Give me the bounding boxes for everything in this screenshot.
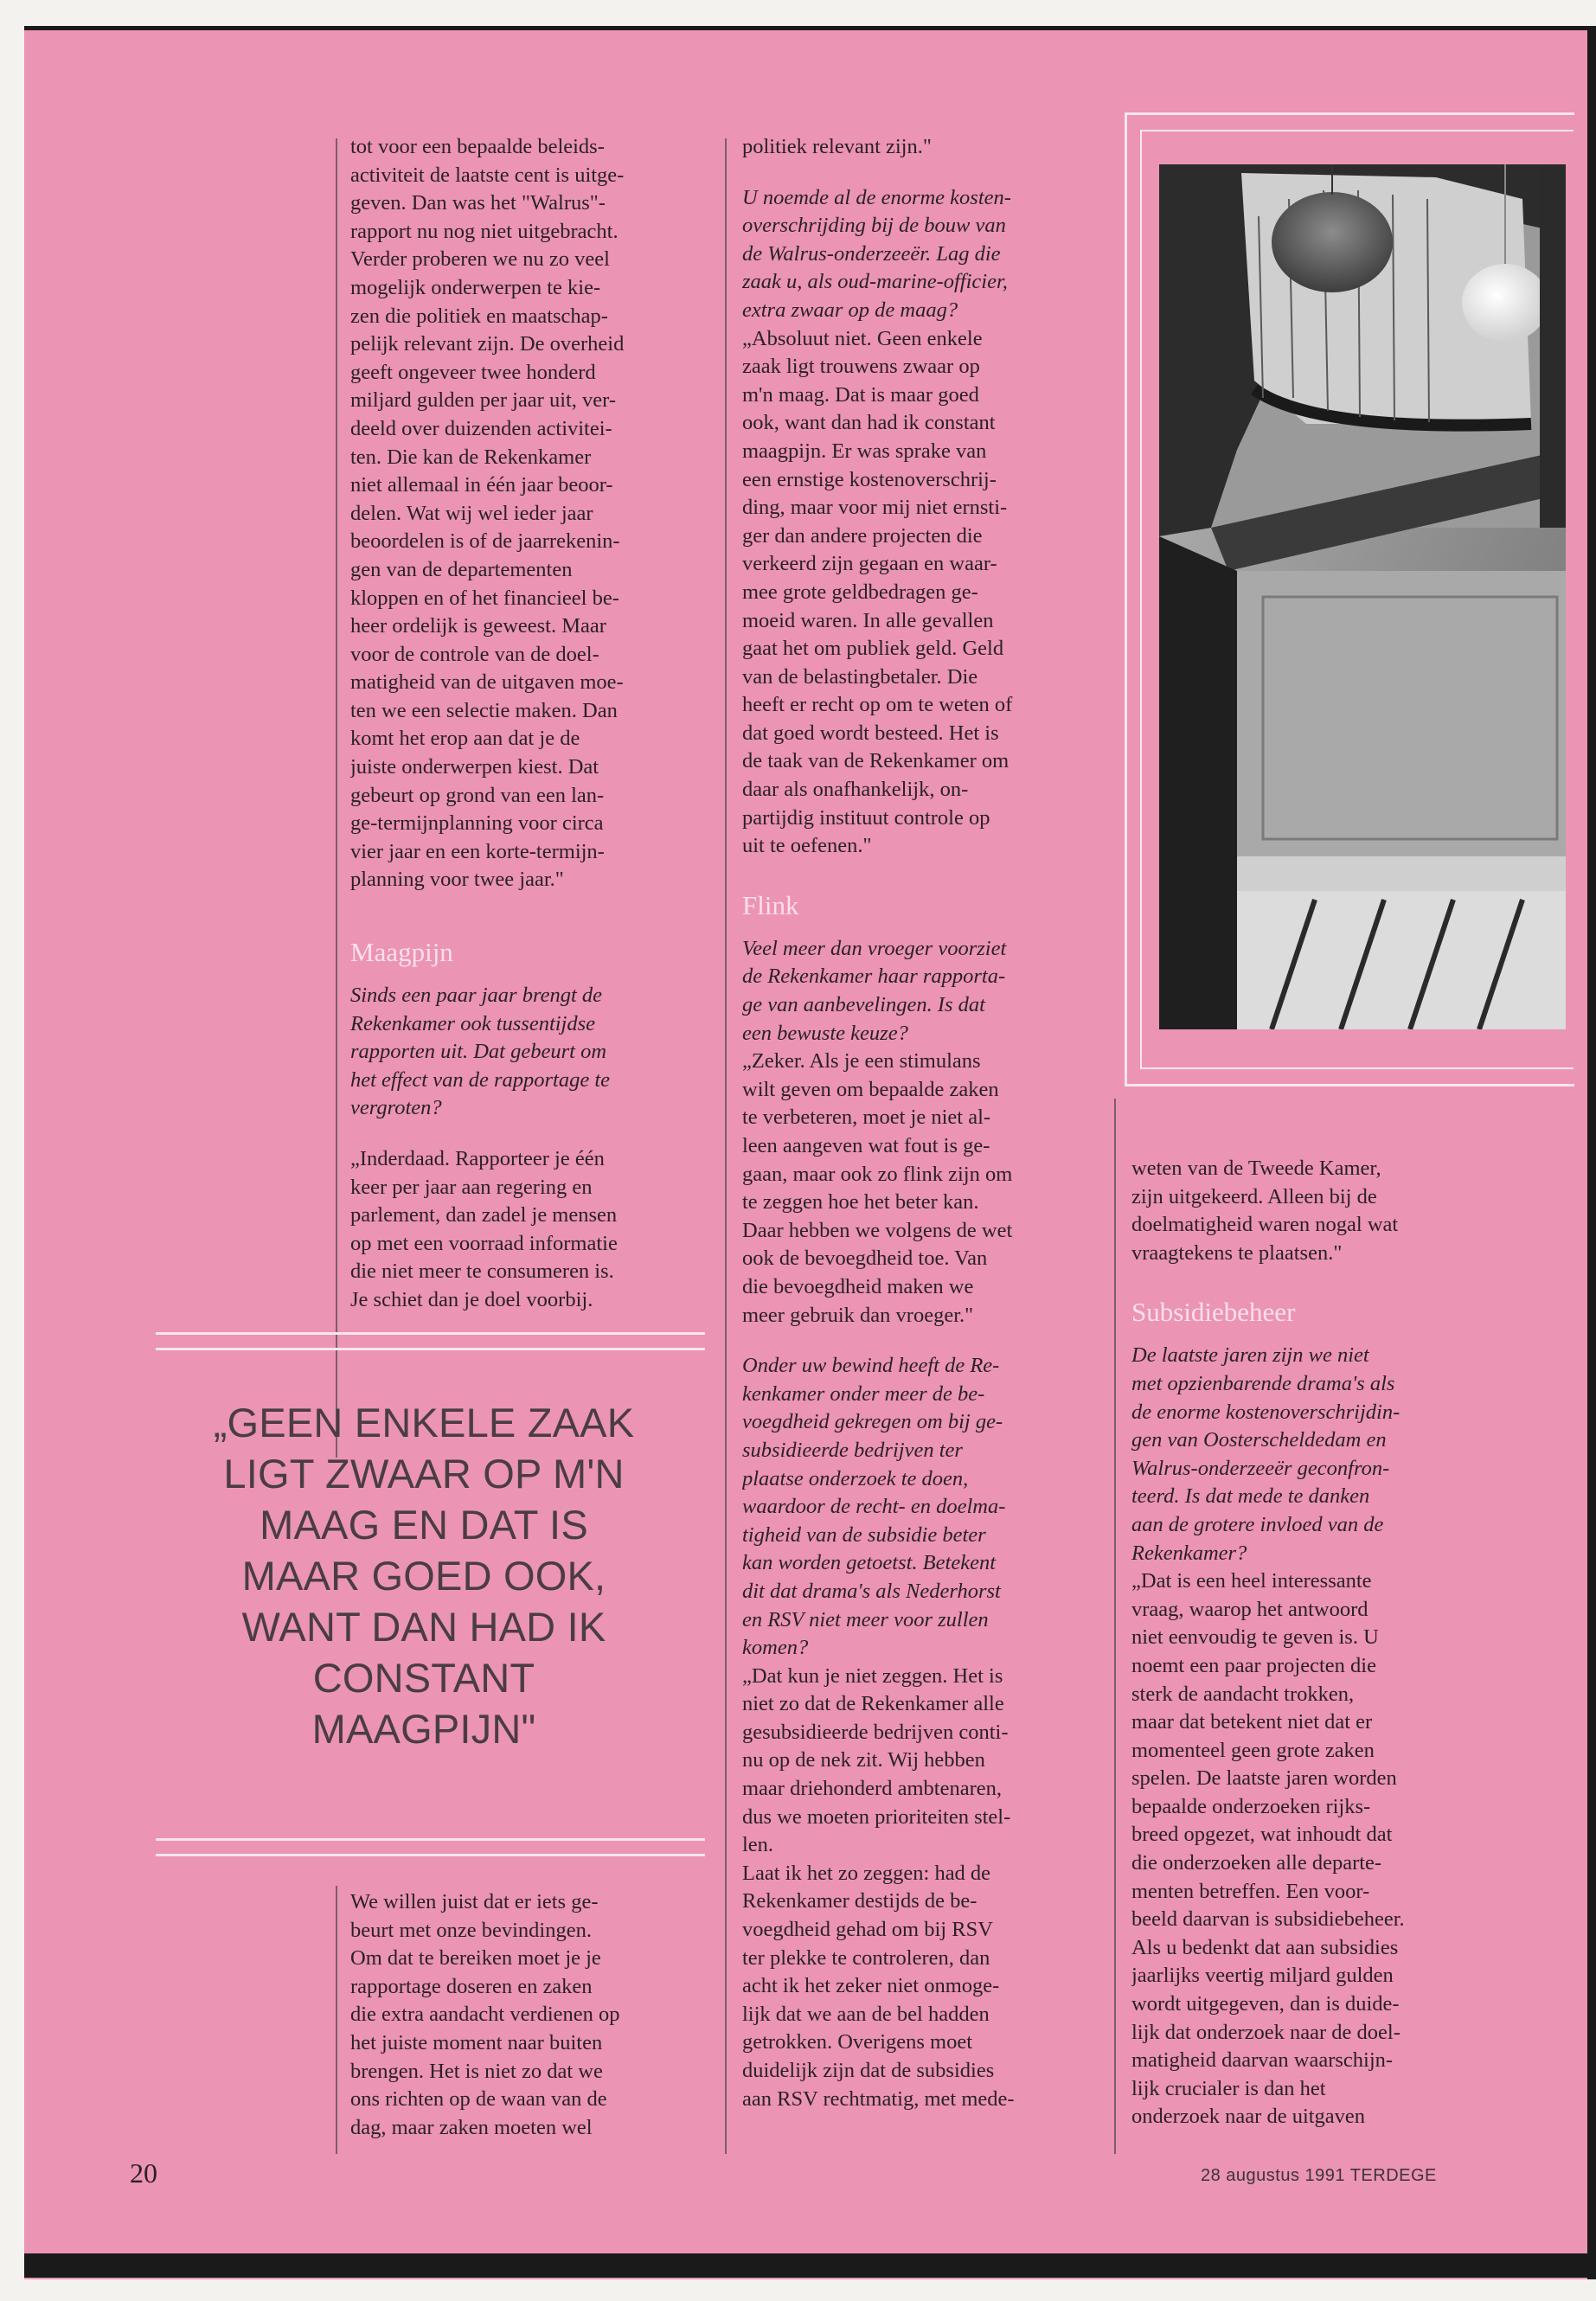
text-line: aan RSV rechtmatig, met mede- <box>742 2086 1015 2111</box>
interview-question <box>742 184 1110 325</box>
interview-answer <box>1131 1567 1503 2131</box>
text-line: extra zwaar op de maag? <box>742 298 958 322</box>
text-line: heeft er recht op om te weten of <box>742 693 1013 717</box>
text-line: „Absoluut niet. Geen enkele <box>742 326 983 350</box>
text-line: beoordelen is of de jaarrekenin- <box>350 529 620 554</box>
text-line: zaak u, als oud-marine-officier, <box>742 270 1008 294</box>
text-line: We willen juist dat er iets ge- <box>350 1890 599 1913</box>
text-line: uit te oefenen." <box>742 834 872 858</box>
text-line: het effect van de rapportage te <box>350 1067 611 1092</box>
text-line: op met een voorraad informatie <box>350 1231 618 1255</box>
text-line: dit dat drama's als Nederhorst <box>742 1579 1001 1603</box>
text-line: Rekenkamer destijds de be- <box>742 1889 977 1913</box>
text-line: rapporten uit. Dat gebeurt om <box>350 1040 607 1064</box>
text-line: te verbeteren, moet je niet al- <box>742 1106 991 1130</box>
text-line: heer ordelijk is geweest. Maar <box>350 614 606 638</box>
text-line: ook, want dan had ik constant <box>742 411 996 435</box>
pull-quote-line: MAAG EN DAT IS <box>260 1502 588 1548</box>
text-line: pelijk relevant zijn. De overheid <box>350 332 625 356</box>
text-line: duidelijk zijn dat de subsidies <box>742 2059 995 2082</box>
text-line: beurt met onze bevindingen. <box>350 1918 592 1942</box>
text-line: gesubsidieerde bedrijven conti- <box>742 1720 1009 1744</box>
pull-quote-line: MAAR GOED OOK, <box>241 1553 606 1599</box>
text-line: getrokken. Overigens moet <box>742 2030 973 2054</box>
spacer <box>742 861 1110 883</box>
text-line: ten we een selectie maken. Dan <box>350 698 618 722</box>
text-line: niet eenvoudig te geven is. U <box>1131 1625 1379 1650</box>
text-line: jaarlijks veertig miljard gulden <box>1131 1964 1394 1988</box>
text-line: beeld daarvan is subsidiebeheer. <box>1131 1907 1405 1932</box>
text-line: ger dan andere projecten die <box>742 523 983 548</box>
text-line: „Dat is een heel interessante <box>1131 1569 1372 1593</box>
text-line: het juiste moment naar buiten <box>350 2030 603 2054</box>
text-line: ons richten op de waan van de <box>350 2087 607 2112</box>
text-line: tot voor een bepaalde beleids- <box>350 135 605 158</box>
text-line: maar driehonderd ambtenaren, <box>742 1777 1002 1801</box>
text-line: parlement, dan zadel je mensen <box>350 1203 618 1227</box>
text-line: De laatste jaren zijn we niet <box>1131 1343 1369 1368</box>
text-line: U noemde al de enorme kosten- <box>742 185 1011 209</box>
text-line: dus we moeten prioriteiten stel- <box>742 1804 1011 1829</box>
text-line: zaak ligt trouwens zwaar op <box>742 355 980 379</box>
text-line: met opzienbarende drama's als <box>1131 1371 1395 1395</box>
text-line: geven. Dan was het "Walrus"- <box>350 191 606 215</box>
text-line: plaatse onderzoek te doen, <box>742 1466 969 1490</box>
text-line: zen die politiek en maatschap- <box>350 304 608 328</box>
text-line: komt het erop aan dat je de <box>350 727 580 751</box>
text-line: partijdig instituut controle op <box>742 805 990 830</box>
spacer <box>1131 1267 1503 1290</box>
footer-issue-date: 28 augustus 1991 TERDEGE <box>1201 2166 1437 2185</box>
text-line: de Walrus-onderzeeër. Lag die <box>742 241 1001 266</box>
spacer <box>742 162 1110 184</box>
column-rule <box>1114 1099 1116 2154</box>
text-line: Daar hebben we volgens de wet <box>742 1218 1013 1242</box>
column-1-maagpijn <box>350 930 714 1328</box>
text-line: Verder proberen we nu zo veel <box>350 247 610 272</box>
text-line: vraag, waarop het antwoord <box>1131 1597 1368 1621</box>
text-line: momenteel geen grote zaken <box>1131 1738 1375 1762</box>
pull-quote-line: CONSTANT <box>312 1655 535 1701</box>
column-rule <box>725 138 727 2154</box>
text-line: kan worden getoetst. Betekent <box>742 1551 996 1575</box>
text-line: ge van aanbevelingen. Is dat <box>742 993 985 1017</box>
text-line: gaan, maar ook zo flink zijn om <box>742 1162 1013 1186</box>
text-line: activiteit de laatste cent is uitge- <box>350 163 625 187</box>
spacer <box>350 1123 714 1145</box>
text-line: te zeggen hoe het beter kan. <box>742 1190 979 1215</box>
text-line: brengen. Het is niet zo dat we <box>350 2059 603 2083</box>
text-line: „Dat kun je niet zeggen. Het is <box>742 1663 1003 1688</box>
column-rule <box>336 138 337 1458</box>
text-line: Rekenkamer? <box>1131 1541 1247 1565</box>
text-line: Onder uw bewind heeft de Re- <box>742 1354 1000 1378</box>
text-line: tigheid van de subsidie beter <box>742 1522 986 1547</box>
text-line: die niet meer te consumeren is. <box>350 1259 614 1284</box>
text-line: wilt geven om bepaalde zaken <box>742 1077 999 1101</box>
text-line: verkeerd zijn gegaan en waar- <box>742 552 997 576</box>
stairwell-photo <box>1159 164 1566 1029</box>
text-line: len. <box>742 1833 774 1857</box>
page-bottom-edge <box>24 2253 1596 2278</box>
text-line: juiste onderwerpen kiest. Dat <box>350 755 599 779</box>
text-line: rapportage doseren en zaken <box>350 1974 593 1998</box>
text-line: lijk dat we aan de bel hadden <box>742 2002 990 2026</box>
text-line: Om dat te bereiken moet je je <box>350 1946 601 1971</box>
text-line: noemt een paar projecten die <box>1131 1653 1376 1677</box>
text-line: wordt uitgegeven, dan is duide- <box>1131 1992 1400 2016</box>
text-line: bepaalde onderzoeken rijks- <box>1131 1794 1371 1818</box>
text-line: aan de grotere invloed van de <box>1131 1512 1384 1536</box>
text-line: rapport nu nog niet uitgebracht. <box>350 219 619 243</box>
text-line: gaat het om publiek geld. Geld <box>742 637 1004 661</box>
text-line: m'n maag. Dat is maar goed <box>742 382 979 407</box>
text-line: die onderzoeken alle departe- <box>1131 1851 1382 1875</box>
text-line: subsidieerde bedrijven ter <box>742 1438 963 1462</box>
text-line: Walrus-onderzeeër geconfron- <box>1131 1456 1390 1480</box>
text-line: ten. Die kan de Rekenkamer <box>350 445 592 469</box>
text-line: gen van de departementen <box>350 557 573 581</box>
text-line: leen aangeven wat fout is ge- <box>742 1134 990 1157</box>
column-2 <box>742 133 1110 2157</box>
text-line: lijk crucialer is dan het <box>1131 2076 1326 2100</box>
spacer <box>742 1330 1110 1352</box>
text-line: keer per jaar aan regering en <box>350 1175 593 1199</box>
text-line: gebeurt op grond van een lan- <box>350 783 605 807</box>
text-line: vier jaar en een korte-termijn- <box>350 839 605 863</box>
pull-quote-line: MAAGPIJN" <box>311 1706 536 1752</box>
interview-question <box>742 935 1110 1048</box>
column-1-top <box>350 133 714 946</box>
text-line: voegdheid gekregen om bij ge- <box>742 1410 1003 1434</box>
text-line: miljard gulden per jaar uit, ver- <box>350 388 617 413</box>
pull-quote-top-rule <box>156 1332 705 1350</box>
text-line: een ernstige kostenoverschrij- <box>742 467 997 491</box>
text-line: ter plekke te controleren, dan <box>742 1945 990 1970</box>
text-line: voegdheid gehad om bij RSV <box>742 1918 993 1942</box>
text-line: „Zeker. Als je een stimulans <box>742 1049 981 1074</box>
text-line: een bewuste keuze? <box>742 1021 908 1045</box>
text-line: acht ik het zeker niet onmoge- <box>742 1974 1000 1998</box>
section-heading-flink: Flink <box>742 889 799 920</box>
text-line: vraagtekens te plaatsen." <box>1131 1240 1343 1265</box>
text-line: weten van de Tweede Kamer, <box>1131 1157 1381 1180</box>
column-rule <box>336 1886 337 2154</box>
text-line: die extra aandacht verdienen op <box>350 2003 620 2027</box>
text-line: spelen. De laatste jaren worden <box>1131 1766 1397 1791</box>
text-line: maagpijn. Er was sprake van <box>742 439 987 463</box>
text-line: zijn uitgekeerd. Alleen bij de <box>1131 1184 1377 1208</box>
text-line: doelmatigheid waren nogal wat <box>1131 1213 1399 1237</box>
text-line: van de belastingbetaler. Die <box>742 664 978 689</box>
text-line: Sinds een paar jaar brengt de <box>350 984 603 1007</box>
text-line: Laat ik het zo zeggen: had de <box>742 1861 991 1885</box>
text-line: matigheid daarvan waarschijn- <box>1131 2048 1394 2073</box>
section-heading-subsidiebeheer: Subsidiebeheer <box>1131 1297 1296 1328</box>
text-line: Als u bedenkt dat aan subsidies <box>1131 1935 1399 1959</box>
pull-quote-line: „GEEN ENKELE ZAAK <box>213 1400 635 1445</box>
text-line: komen? <box>742 1636 809 1660</box>
text-line: ge-termijnplanning voor circa <box>350 811 604 836</box>
text-line: ook de bevoegdheid toe. Van <box>742 1247 988 1271</box>
text-line: gen van Oosterscheldedam en <box>1131 1428 1387 1452</box>
interview-answer <box>742 325 1110 861</box>
text-line: nu op de nek zit. Wij hebben <box>742 1748 985 1772</box>
text-line: voor de controle van de doel- <box>350 642 599 666</box>
text-line: lijk dat onderzoek naar de doel- <box>1131 2020 1401 2044</box>
interview-question <box>1131 1342 1503 1567</box>
text-line: dag, maar zaken moeten wel <box>350 2115 593 2139</box>
text-line: politiek relevant zijn." <box>742 135 932 158</box>
text-line: planning voor twee jaar." <box>350 868 564 892</box>
text-line: moeid waren. In alle gevallen <box>742 608 994 632</box>
text-line: de Rekenkamer haar rapporta- <box>742 965 1006 989</box>
interview-answer <box>742 1663 1110 2114</box>
interview-answer <box>350 1145 714 1315</box>
pull-quote <box>156 1397 692 1754</box>
text-line: meer gebruik dan vroeger." <box>742 1303 974 1327</box>
text-line: niet allemaal in één jaar beoor- <box>350 473 613 497</box>
text-line: niet zo dat de Rekenkamer alle <box>742 1692 1004 1716</box>
pull-quote-bottom-rule <box>156 1838 705 1856</box>
text-line: „Inderdaad. Rapporteer je één <box>350 1146 605 1170</box>
text-line: de enorme kostenoverschrijdin- <box>1131 1400 1401 1424</box>
text-line: die bevoegdheid maken we <box>742 1274 974 1298</box>
text-line: teerd. Is dat mede te danken <box>1131 1484 1370 1509</box>
text-line: mee grote geldbedragen ge- <box>742 580 978 604</box>
text-line: onderzoek naar de uitgaven <box>1131 2105 1366 2129</box>
interview-question <box>742 1352 1110 1663</box>
text-line: deeld over duizenden activitei- <box>350 416 612 440</box>
text-line: matigheid van de uitgaven moe- <box>350 670 624 695</box>
column-3 <box>1131 1155 1503 2158</box>
text-line: Veel meer dan vroeger voorziet <box>742 936 1007 960</box>
text-line: sterk de aandacht trokken, <box>1131 1682 1355 1706</box>
text-line: Je schiet dan je doel voorbij. <box>350 1287 593 1311</box>
text-line: de taak van de Rekenkamer om <box>742 749 1010 773</box>
text-line: maar dat betekent niet dat er <box>1131 1710 1373 1734</box>
text-line: mogelijk onderwerpen te kie- <box>350 275 601 299</box>
stairwell-photo-svg <box>1159 164 1566 1029</box>
text-line: ding, maar voor mij niet ernsti- <box>742 496 1008 520</box>
text-line: menten betreffen. Een voor- <box>1131 1879 1370 1903</box>
text-line: waardoor de recht- en doelma- <box>742 1495 1006 1519</box>
page-number: 20 <box>130 2157 157 2189</box>
text-line: Rekenkamer ook tussentijdse <box>350 1011 596 1035</box>
text-line: delen. Wat wij wel ieder jaar <box>350 501 593 525</box>
text-line: vergroten? <box>350 1096 442 1120</box>
pull-quote-line: WANT DAN HAD IK <box>241 1604 606 1650</box>
text-line: geeft ongeveer twee honderd <box>350 360 596 384</box>
column-1-body-text <box>350 133 714 894</box>
text-line: dat goed wordt besteed. Het is <box>742 721 999 745</box>
text-line: kenkamer onder meer de be- <box>742 1381 985 1406</box>
text-line: breed opgezet, wat inhoudt dat <box>1131 1823 1393 1847</box>
column-1-bottom <box>350 1888 714 2157</box>
interview-question <box>350 982 714 1123</box>
text-line: kloppen en of het financieel be- <box>350 586 619 610</box>
text-line: en RSV niet meer voor zullen <box>742 1607 989 1631</box>
section-heading-maagpijn: Maagpijn <box>350 937 453 967</box>
interview-answer <box>742 1048 1110 1330</box>
pull-quote-line: LIGT ZWAAR OP M'N <box>223 1451 625 1497</box>
text-line: overschrijding bij de bouw van <box>742 214 1006 238</box>
text-line: daar als onafhankelijk, on- <box>742 778 969 802</box>
